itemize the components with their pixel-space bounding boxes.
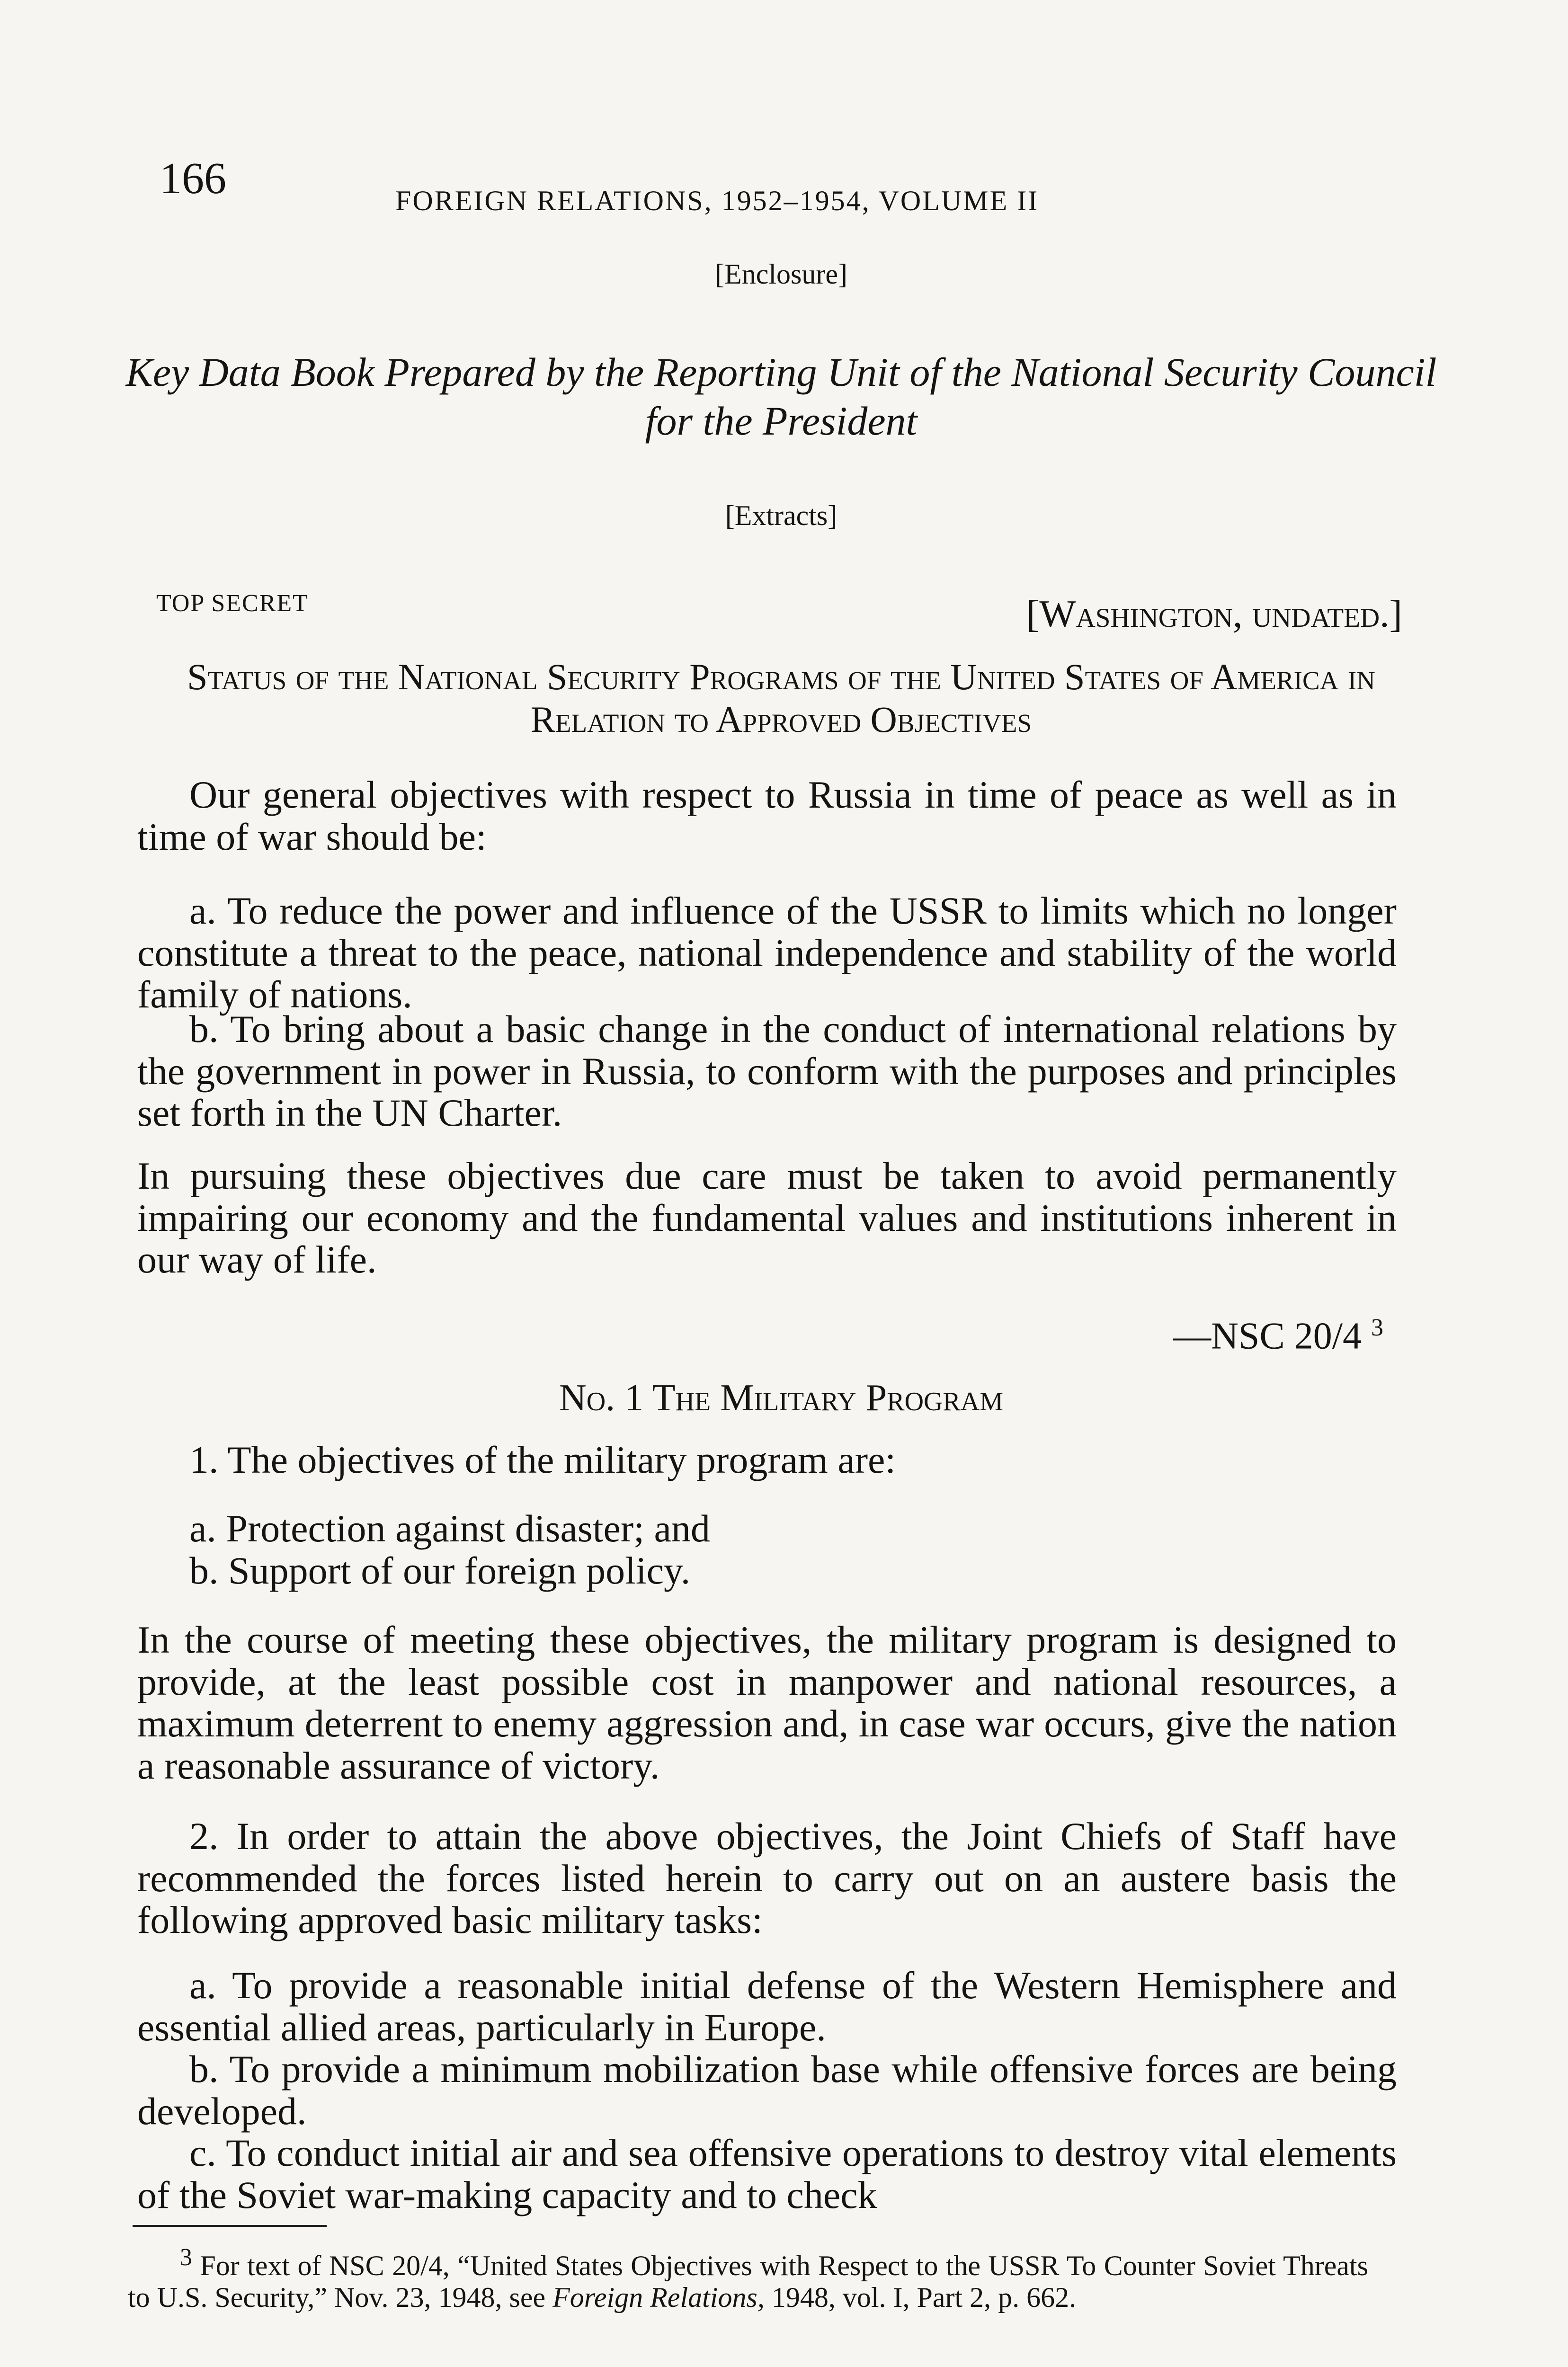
footnote-text-a: For text of NSC 20/4, “United States Objectives with Respect to the USSR To Counter Soviet Threats to U.S. Security,” Nov. 23, 1948, see [128,2250,1369,2314]
paragraph-meeting-objectives: In the course of meeting these objectives, the military program is designed to provide, at the least possible cost in manpower and national resources, a maximum deterrent to enemy aggression and, in case war occurs, give the nation a reasonable assurance of victory. [137,1618,1397,1787]
military-task-c: c. To conduct initial air and sea offensive operations to destroy vital elements of the Soviet war-making capacity and to check [137,2131,1397,2216]
classification-label: TOP SECRET [156,590,309,617]
military-objectives-list [137,1508,1397,1592]
military-program-heading: No. 1 The Military Program [559,1377,1004,1419]
military-task-b: b. To provide a minimum mobilization base while offensive forces are being developed. [137,2047,1397,2133]
running-title: FOREIGN RELATIONS, 1952–1954, VOLUME II [395,185,1039,216]
extracts-label: [Extracts] [725,500,837,531]
footnote-italic-title: Foreign Relations, [552,2282,765,2314]
footnote-marker: 3 [180,2244,192,2271]
objective-b: b. To bring about a basic change in the conduct of international relations by the government in power in Russia, to conform with the purposes and principles set forth in the UN Charter. [137,1007,1397,1135]
objective-a: a. To reduce the power and influence of the USSR to limits which no longer constitute a threat to the peace, national independence and stability of the world family of nations. [137,889,1397,1016]
document-title: Key Data Book Prepared by the Reporting Unit of the National Security Council for the President [125,349,1437,444]
footnote [128,2244,1368,2314]
footnote-text-b: 1948, vol. I, Part 2, p. 662. [771,2282,1077,2314]
paragraph-pursuing-objectives: In pursuing these objectives due care must be taken to avoid permanently impairing our economy and the fundamental values and institutions inherent in our way of life. [137,1154,1397,1281]
footnote-reference: 3 [1371,1314,1383,1341]
military-tasks-list [137,1965,1397,2216]
dateline: [Washington, undated.] [1026,592,1402,635]
section-heading: Status of the National Security Programs of the United States of America in Relation to Approved Objectives [187,656,1375,740]
footnote-divider [133,2225,327,2227]
paragraph-general-objectives: Our general objectives with respect to Russia in time of peace as well as in time of war should be: [137,773,1397,858]
military-objective-a: a. Protection against disaster; and [189,1507,710,1550]
page-number: 166 [160,154,226,203]
nsc-citation [1173,1314,1383,1358]
nsc-citation-text: —NSC 20/4 [1173,1315,1362,1357]
military-objectives-intro: 1. The objectives of the military program are: [189,1438,896,1481]
paragraph-joint-chiefs: 2. In order to attain the above objectives, the Joint Chiefs of Staff have recommended the forces listed herein to carry out on an austere basis the following approved basic military tasks: [137,1815,1397,1942]
military-task-a: a. To provide a reasonable initial defense of the Western Hemisphere and essential allied areas, particularly in Europe. [137,1964,1397,2049]
enclosure-label: [Enclosure] [715,258,847,290]
military-objective-b: b. Support of our foreign policy. [189,1548,691,1592]
